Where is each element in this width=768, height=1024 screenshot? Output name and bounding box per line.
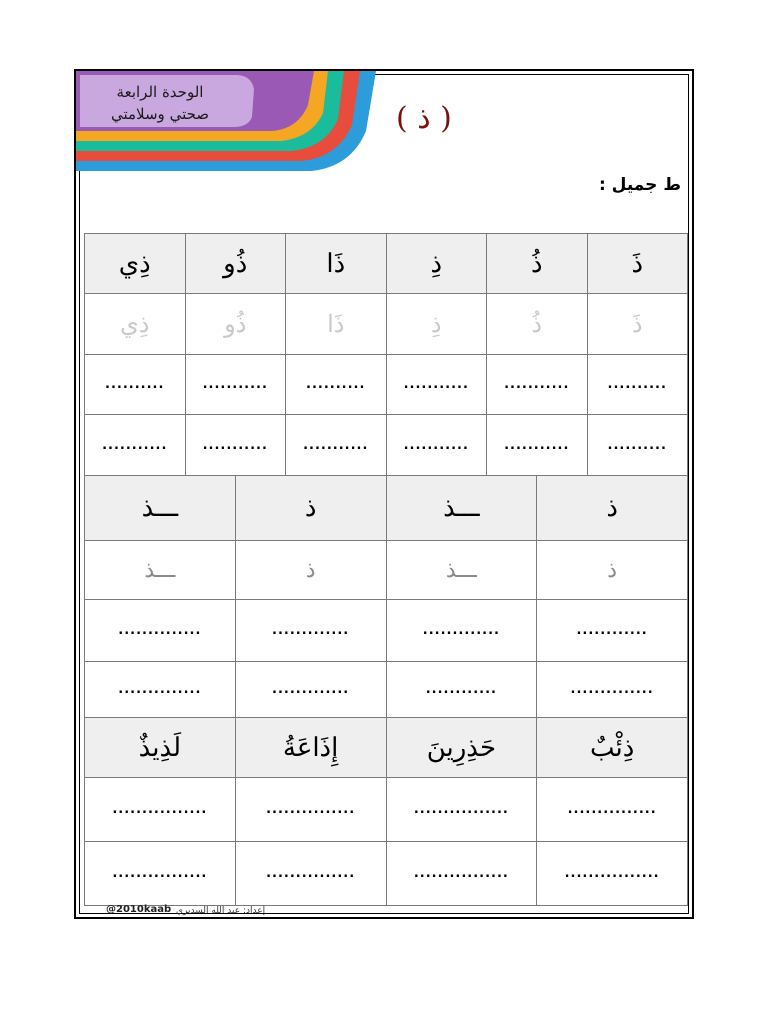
- word-cell: ذِئْبٌ: [537, 718, 688, 778]
- vowels-model-row: [85, 234, 688, 294]
- writing-cell[interactable]: ............: [537, 600, 688, 662]
- writing-cell[interactable]: ............: [386, 662, 537, 718]
- writing-cell[interactable]: .............: [386, 600, 537, 662]
- writing-cell[interactable]: ................: [386, 778, 537, 842]
- positions-model-row: [85, 476, 688, 541]
- trace-cell: ذِ: [386, 294, 487, 355]
- trace-cell: ذُو: [185, 294, 286, 355]
- model-cell: ذَ: [587, 234, 688, 294]
- writing-cell[interactable]: ..........: [286, 355, 387, 415]
- writing-cell[interactable]: ...........: [85, 415, 186, 476]
- trace-cell: ذَا: [286, 294, 387, 355]
- vowels-trace-row: [85, 294, 688, 355]
- writing-cell[interactable]: ...........: [386, 415, 487, 476]
- writing-cell[interactable]: ................: [85, 778, 236, 842]
- words-writing-row-2: [85, 842, 688, 906]
- writing-cell[interactable]: ...............: [235, 778, 386, 842]
- positions-writing-row-1: [85, 600, 688, 662]
- model-cell: ذُ: [487, 234, 588, 294]
- writing-cell[interactable]: ...........: [185, 355, 286, 415]
- writing-cell[interactable]: ................: [85, 842, 236, 906]
- footer-credit: إعداد: عبد الله السديري: [176, 906, 266, 916]
- writing-cell[interactable]: ................: [537, 842, 688, 906]
- positions-table: [84, 475, 688, 718]
- model-cell: ذ: [235, 476, 386, 541]
- words-writing-row-1: [85, 778, 688, 842]
- trace-cell: ذ: [235, 541, 386, 600]
- trace-cell: ذُ: [487, 294, 588, 355]
- trace-cell: ـــذ: [386, 541, 537, 600]
- writing-cell[interactable]: ..........: [587, 415, 688, 476]
- word-cell: لَذِيذٌ: [85, 718, 236, 778]
- writing-cell[interactable]: ...........: [487, 355, 588, 415]
- writing-cell[interactable]: ...............: [537, 778, 688, 842]
- model-cell: ـــذ: [85, 476, 236, 541]
- model-cell: ذِ: [386, 234, 487, 294]
- vowels-writing-row-1: [85, 355, 688, 415]
- model-cell: ذَا: [286, 234, 387, 294]
- writing-cell[interactable]: ..............: [85, 662, 236, 718]
- trace-cell: ذ: [537, 541, 688, 600]
- writing-cell[interactable]: ................: [386, 842, 537, 906]
- words-table: [84, 717, 688, 906]
- writing-cell[interactable]: ..........: [85, 355, 186, 415]
- writing-cell[interactable]: ...........: [386, 355, 487, 415]
- positions-writing-row-2: [85, 662, 688, 718]
- model-cell: ـــذ: [386, 476, 537, 541]
- trace-cell: ذِي: [85, 294, 186, 355]
- letter-title: ( ذ ): [396, 101, 452, 136]
- unit-heading: [100, 81, 220, 125]
- footer-handle: @2010kaab: [106, 904, 172, 915]
- vowels-table: [84, 233, 688, 476]
- writing-cell[interactable]: ...........: [286, 415, 387, 476]
- writing-cell[interactable]: .............: [235, 662, 386, 718]
- worksheet-page: [74, 69, 694, 919]
- trace-cell: ـــذ: [85, 541, 236, 600]
- trace-cell: ذَ: [587, 294, 688, 355]
- writing-cell[interactable]: ...........: [185, 415, 286, 476]
- word-cell: إِذَاعَةُ: [235, 718, 386, 778]
- positions-trace-row: [85, 541, 688, 600]
- writing-cell[interactable]: ..............: [85, 600, 236, 662]
- instruction-text: ط جميل :: [598, 175, 681, 195]
- writing-cell[interactable]: ..............: [537, 662, 688, 718]
- writing-cell[interactable]: ...........: [487, 415, 588, 476]
- words-model-row: [85, 718, 688, 778]
- unit-title: الوحدة الرابعة: [116, 83, 204, 101]
- vowels-writing-row-2: [85, 415, 688, 476]
- writing-cell[interactable]: ...............: [235, 842, 386, 906]
- model-cell: ذُو: [185, 234, 286, 294]
- unit-subtitle: صحتي وسلامتي: [110, 105, 210, 123]
- model-cell: ذِي: [85, 234, 186, 294]
- writing-cell[interactable]: ..........: [587, 355, 688, 415]
- word-cell: حَذِرِينَ: [386, 718, 537, 778]
- model-cell: ذ: [537, 476, 688, 541]
- writing-cell[interactable]: .............: [235, 600, 386, 662]
